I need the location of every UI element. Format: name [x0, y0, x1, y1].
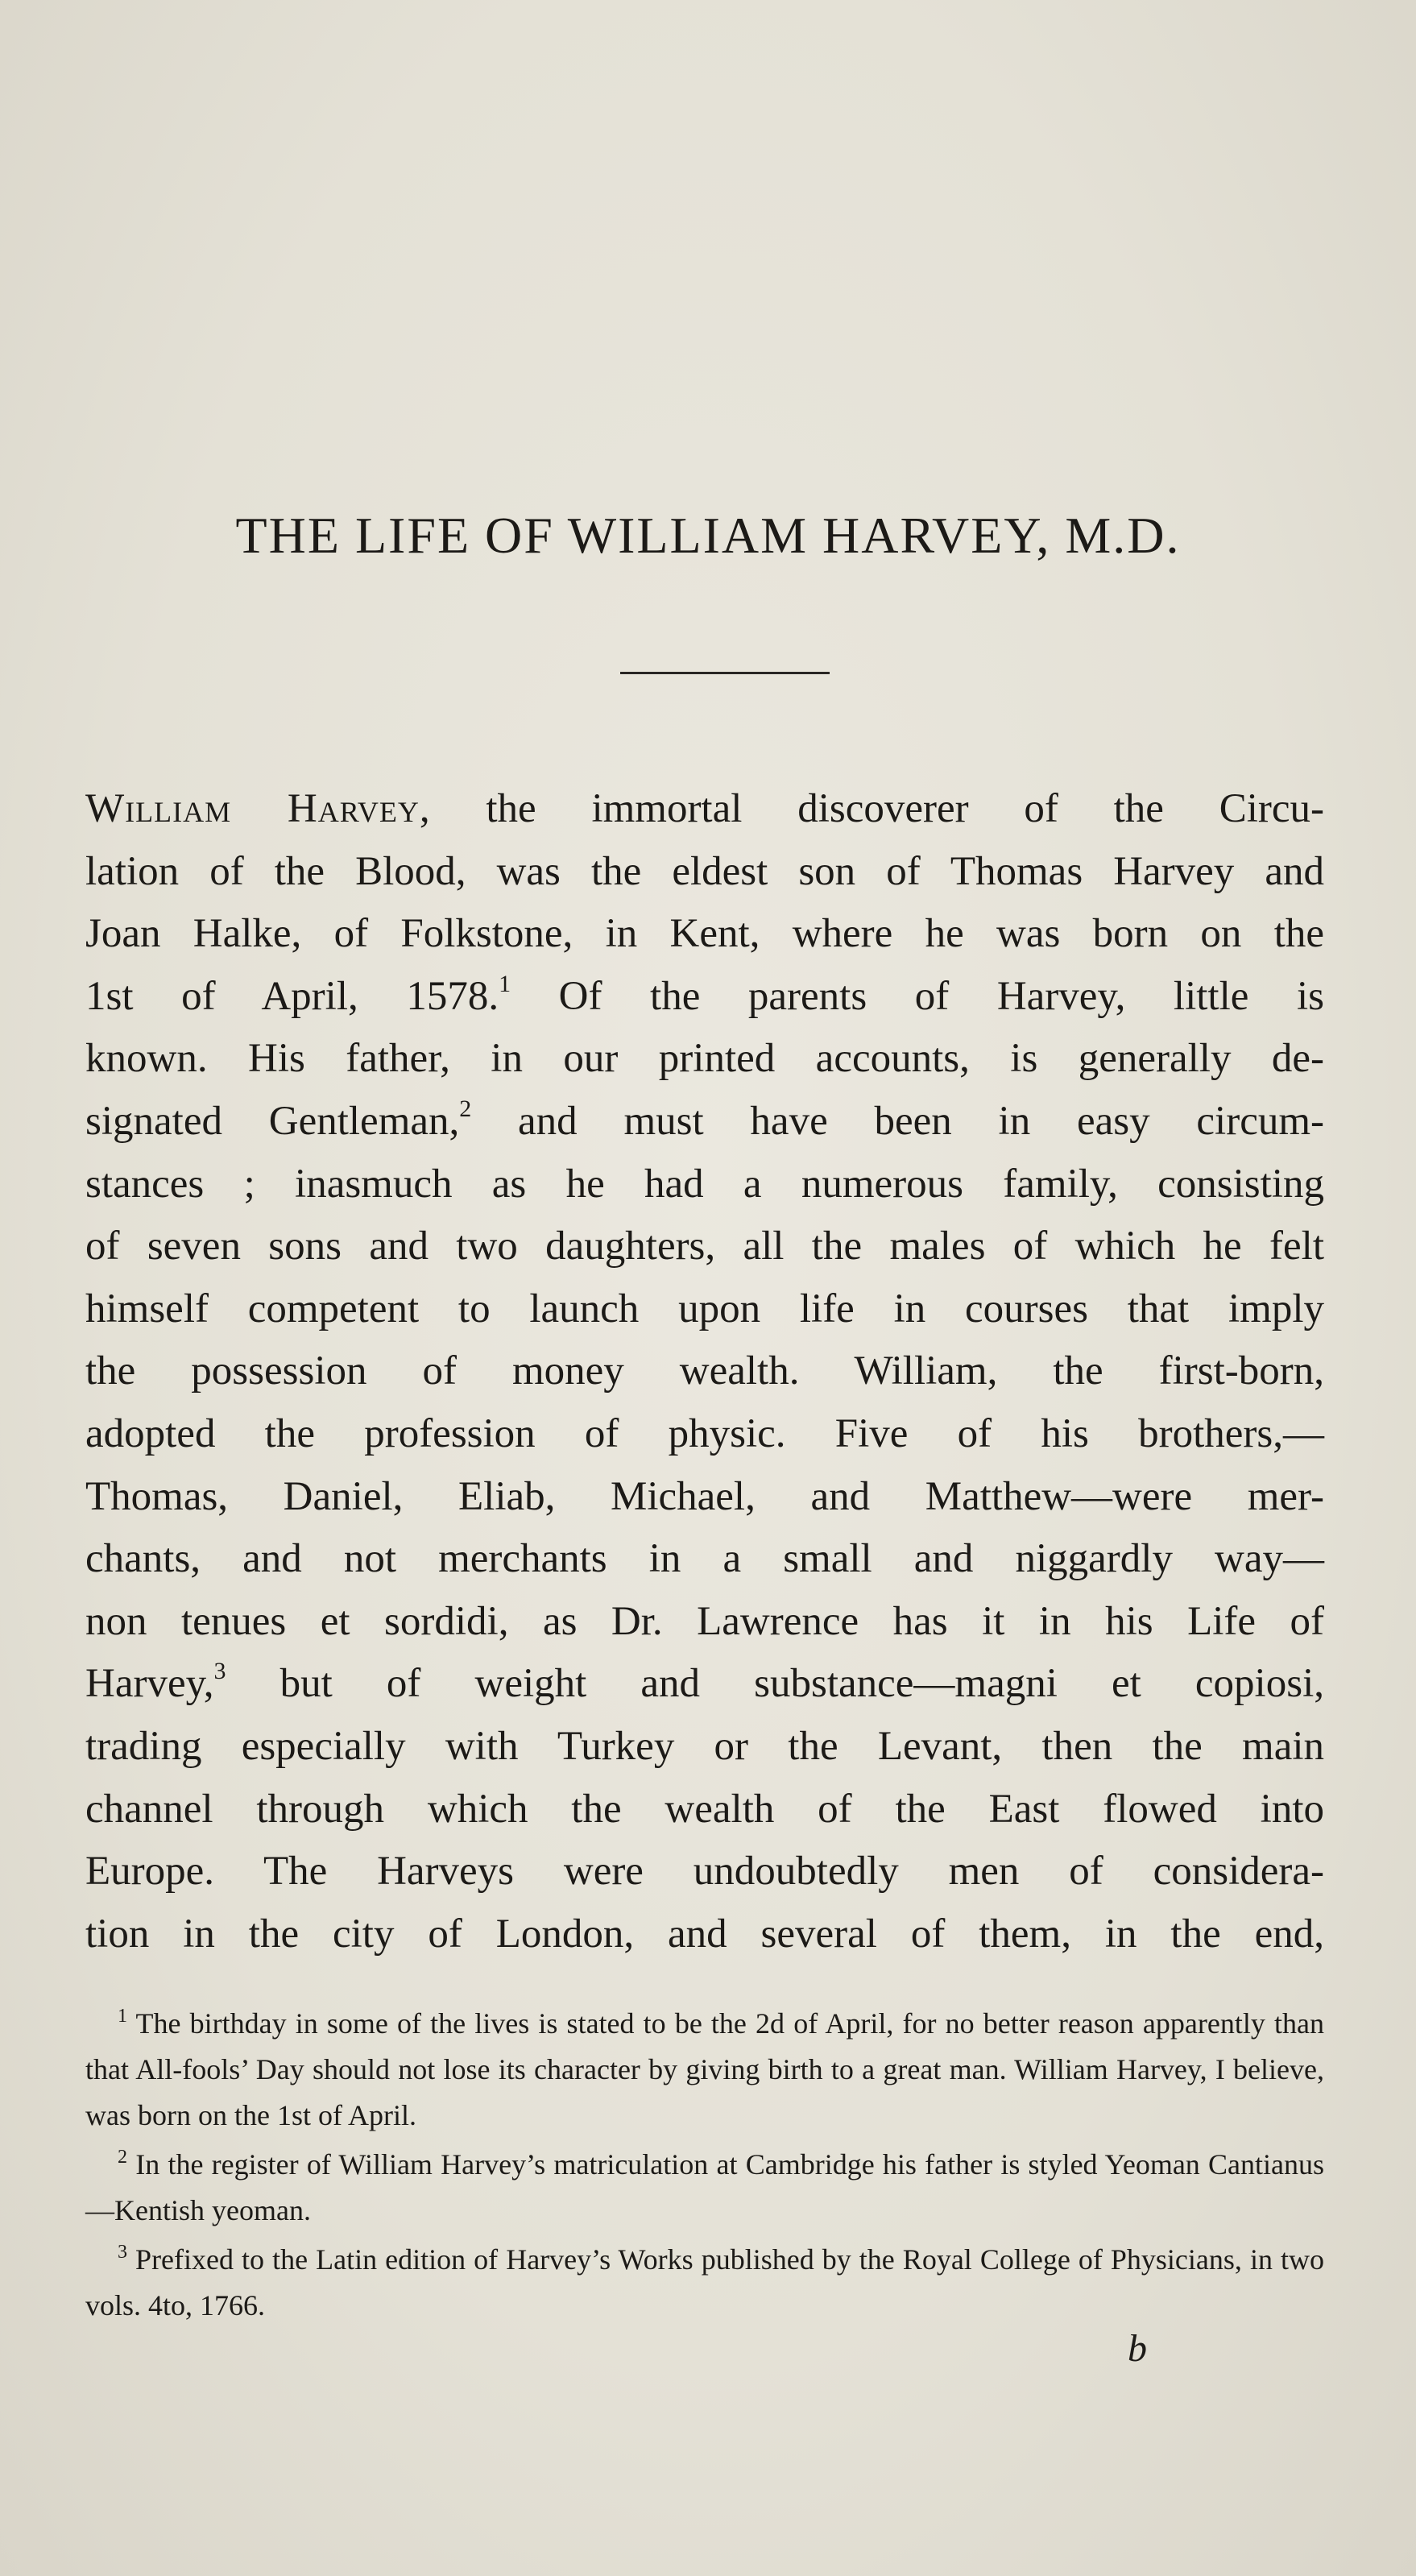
text-line: 1st of April, 1578.$^1$ Of the parents of Harvey, little is: [85, 970, 1325, 1019]
text-line: non tenues et sordidi, as Dr. Lawrence has it in his Life of: [85, 1598, 1324, 1644]
text-line: tion in the city of London, and several of them, in the end,: [85, 1911, 1324, 1957]
footnote-ref-1: 1: [499, 970, 511, 997]
text-line: chants, and not merchants in a small and niggardly way—: [85, 1536, 1324, 1582]
text-line: trading especially with Turkey or the Levant, then the main: [85, 1723, 1324, 1769]
author-name: William Harvey,: [85, 786, 431, 831]
text-line: of seven sons and two daughters, all the males of which he felt: [85, 1224, 1324, 1269]
text-line: Thomas, Daniel, Eliab, Michael, and Matthew—were mer-: [85, 1473, 1324, 1519]
text-line: the possession of money wealth. William, the first-born,: [85, 1348, 1324, 1394]
text-line: lation of the Blood, was the eldest son of Thomas Harvey and: [85, 848, 1324, 894]
text-line: Europe. The Harveys were undoubtedly men of considera-: [85, 1849, 1324, 1895]
bleed-through-texture: [0, 105, 1416, 717]
body-paragraph: [85, 778, 1324, 1965]
text-line: channel through which the wealth of the East flowed into: [85, 1786, 1324, 1832]
page-title: THE LIFE OF WILLIAM HARVEY, M.D.: [235, 507, 1181, 564]
signature-mark: b: [1128, 2327, 1147, 2370]
text-line: stances ; inasmuch as he had a numerous family, consisting: [85, 1161, 1324, 1207]
footnote-1: $^1$ The birthday in some of the lives is stated to be the 2d of April, for no better reason apparently than that All-fools’ Day should not lose its character by giving birth to a great man. William Harvey, I believe, was born on the 1st of April.: [85, 2006, 1324, 2131]
footnote-ref-2: 2: [459, 1095, 472, 1122]
footnote-ref-3: 3: [213, 1658, 226, 1685]
title-rule: [620, 672, 830, 674]
text-line: adopted the profession of physic. Five of his brothers,—: [85, 1410, 1324, 1456]
text-line: signated Gentleman,$^2$ and must have been in easy circum-: [85, 1095, 1324, 1144]
footnotes: [85, 2001, 1324, 2332]
footnote-3: $^3$ Prefixed to the Latin edition of Harvey’s Works published by the Royal College of Physicians, in two vols. 4to, 1766.: [85, 2242, 1324, 2321]
text-line: Joan Halke, of Folkstone, in Kent, where he was born on the: [85, 911, 1324, 957]
text-line: William Harvey, the immortal discoverer of the Circu-: [85, 786, 1324, 831]
text-line: himself competent to launch upon life in courses that imply: [85, 1286, 1324, 1331]
footnote-2: $^2$ In the register of William Harvey’s matriculation at Cambridge his father is styled Yeoman Cantianus—Kentish yeoman.: [85, 2147, 1325, 2226]
text-line: Harvey,$^3$ but of weight and substance—magni et copiosi,: [85, 1658, 1324, 1707]
text-line: known. His father, in our printed accounts, is generally de-: [85, 1036, 1324, 1082]
